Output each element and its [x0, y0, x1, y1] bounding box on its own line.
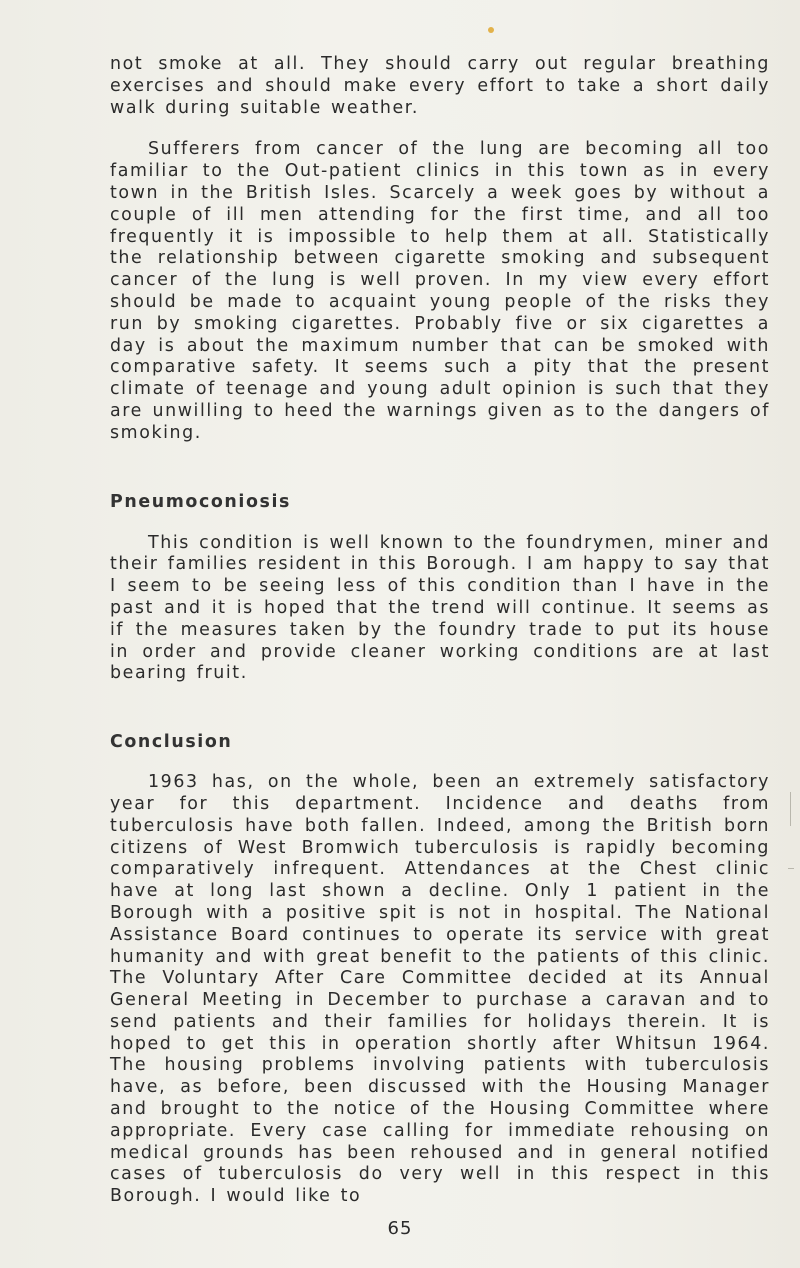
margin-mark: [788, 868, 794, 869]
heading-conclusion: Conclusion: [110, 732, 233, 753]
page-number: 65: [387, 1218, 413, 1239]
ink-dot: [488, 27, 494, 33]
document-body: [110, 54, 770, 1208]
heading-pneumoconiosis: Pneumoconiosis: [110, 491, 291, 512]
paragraph-pneumoconiosis: This condition is well known to the foundrymen, miner and their families resident in this Borough. I am happy to say that I seem to be seeing less of this condition than I have in the past and it is hoped that the trend will continue. It seems as if the measures taken by the foundry trade to put its house in order and provide cleaner working conditions are at last bearing fruit.: [110, 532, 770, 684]
paragraph-lung-cancer: Sufferers from cancer of the lung are becoming all too familiar to the Out-patient clinics in this town as in every town in the British Isles. Scarcely a week goes by without a couple of ill men attending for the first time, and all too frequently it is impossible to help them at all. Statistically the relationship between cigarette smoking and subsequent cancer of the lung is well proven. In my view every effort should be made to acquaint young people of the risks they run by smoking cigarettes. Probably five or six cigarettes a day is about the maximum number that can be smoked with comparative safety. It seems such a pity that the present climate of teenage and young adult opinion is such that they are unwilling to heed the warnings given as to the dangers of smoking.: [110, 139, 770, 443]
margin-mark: [790, 792, 791, 826]
paragraph-conclusion: 1963 has, on the whole, been an extremely satisfactory year for this department. Incidence and deaths from tuberculosis have both fallen. Indeed, among the British born citizens of West Bromwich tuberculosis is rapidly becoming comparatively infrequent. Attendances at the Chest clinic have at long last shown a decline. Only 1 patient in the Borough with a positive spit is not in hospital. The National Assistance Board continues to operate its service with great humanity and with great benefit to the patients of this clinic. The Voluntary After Care Committee decided at its Annual General Meeting in December to purchase a caravan and to send patients and their families for holidays therein. It is hoped to get this in operation shortly after Whitsun 1964. The housing problems involving patients with tuberculosis have, as before, been discussed with the Housing Manager and brought to the notice of the Housing Committee where appropriate. Every case calling for immediate rehousing on medical grounds has been rehoused and in general notified cases of tuberculosis do very well in this respect in this Borough. I would like to: [110, 772, 770, 1207]
paragraph-exercise-advice: not smoke at all. They should carry out regular breathing exercises and should make every effort to take a short daily walk during suitable weather.: [110, 54, 770, 118]
